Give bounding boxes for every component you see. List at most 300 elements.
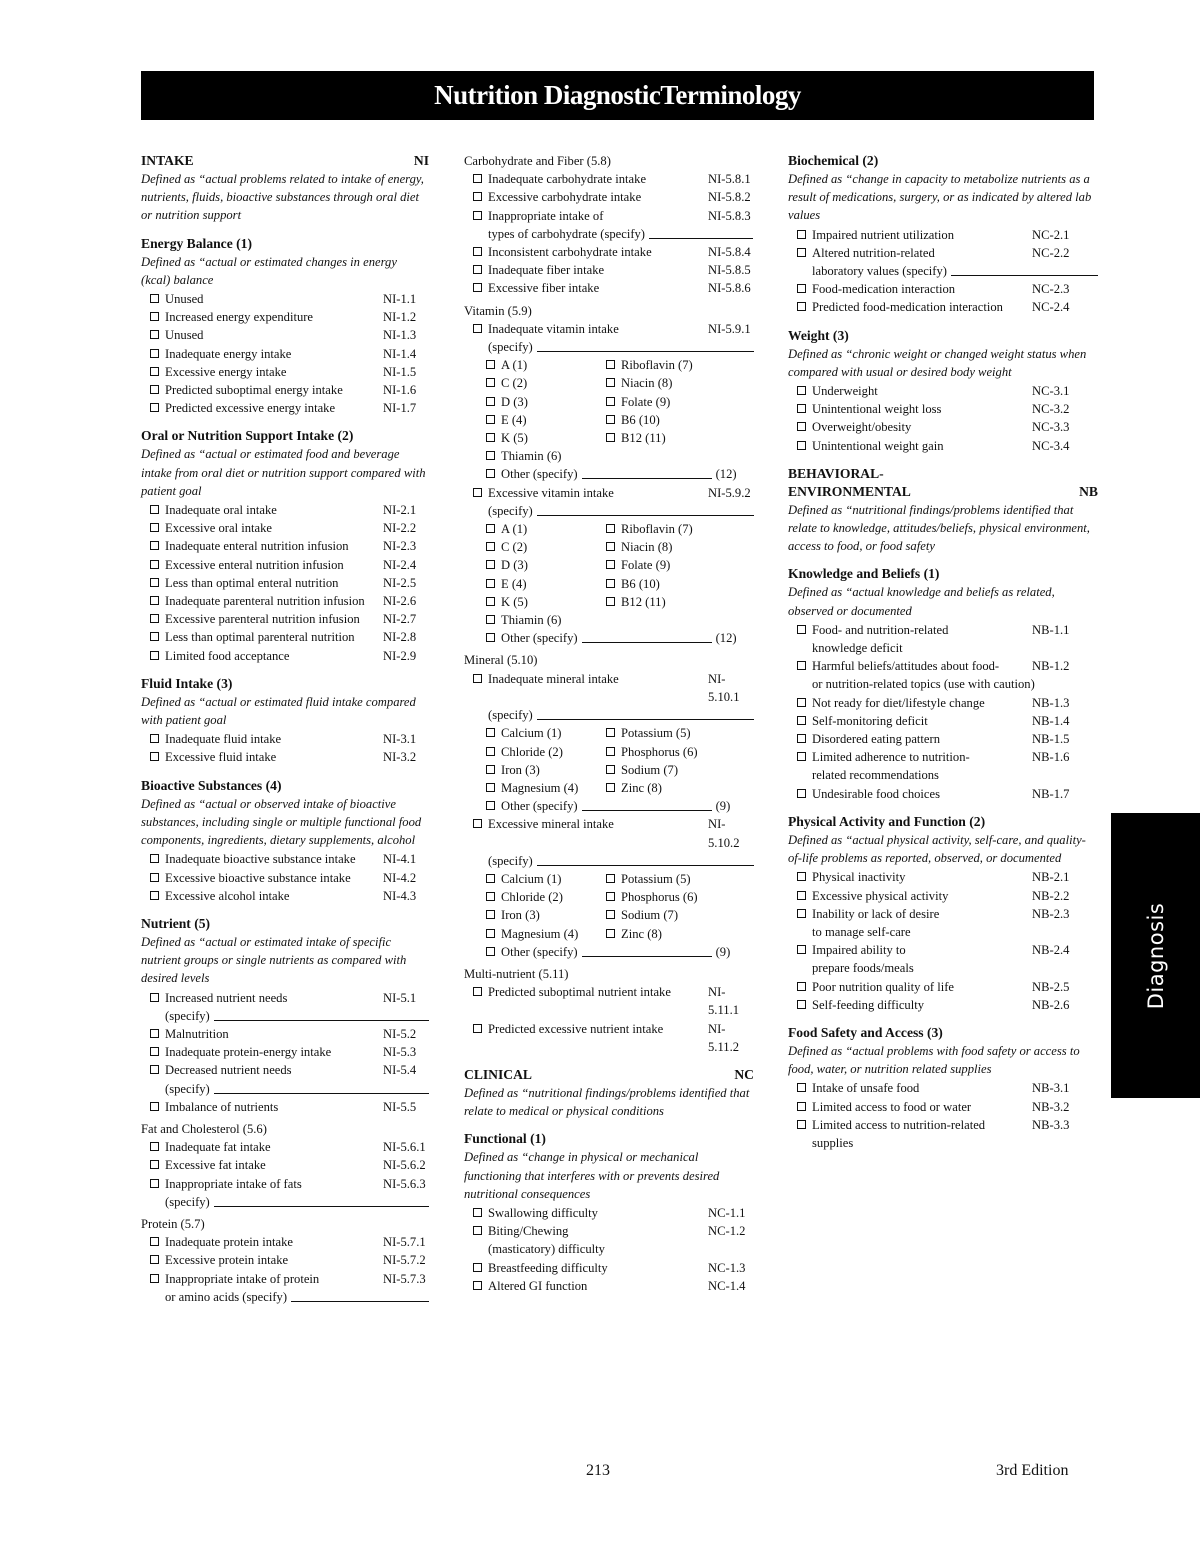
checkbox[interactable] [486,633,495,642]
checkbox[interactable] [473,247,482,256]
diagnosis-item[interactable] [464,670,754,706]
checkbox[interactable] [473,324,482,333]
checkbox[interactable] [150,596,159,605]
diagnosis-item[interactable] [788,657,1098,675]
diagnosis-item[interactable] [141,869,429,887]
diagnosis-item[interactable] [788,280,1098,298]
checkbox[interactable] [797,945,806,954]
checkbox[interactable] [797,734,806,743]
nutrient-option[interactable] [486,374,606,392]
checkbox[interactable] [486,892,495,901]
diagnosis-item[interactable] [141,1098,429,1116]
other-specify-row[interactable] [464,629,754,647]
diagnosis-item[interactable] [141,730,429,748]
nutrient-option-label: Folate (9) [621,558,671,573]
diagnosis-item[interactable] [788,1116,1098,1134]
nutrient-option[interactable] [606,411,726,429]
checkbox[interactable] [486,415,495,424]
checkbox[interactable] [797,891,806,900]
checkbox[interactable] [606,597,615,606]
diagnosis-item[interactable] [141,290,429,308]
nutrient-option[interactable] [486,761,606,779]
diagnosis-item[interactable] [788,382,1098,400]
nutrient-option[interactable] [606,888,726,906]
checkbox[interactable] [473,987,482,996]
diagnosis-item[interactable] [141,748,429,766]
checkbox[interactable] [797,698,806,707]
other-label: Other (specify) [501,631,578,646]
nutrient-option[interactable] [486,925,606,943]
nutrient-option[interactable] [606,556,726,574]
diagnosis-item[interactable] [141,592,429,610]
nutrient-option[interactable] [486,743,606,761]
section-heading [788,1024,1098,1042]
checkbox[interactable] [797,1102,806,1111]
diagnosis-label: Inadequate carbohydrate intake [488,172,647,187]
checkbox[interactable] [797,716,806,725]
checkbox[interactable] [606,378,615,387]
diagnosis-code: NB-2.4 [1032,943,1070,958]
nutrient-pair-row [464,356,754,374]
checkbox[interactable] [473,265,482,274]
specify-blank[interactable] [214,1007,429,1021]
diagnosis-item[interactable] [464,815,754,851]
diagnosis-item[interactable] [788,694,1098,712]
checkbox[interactable] [150,632,159,641]
nutrient-option-label: Potassium (5) [621,726,691,741]
checkbox[interactable] [473,1226,482,1235]
checkbox[interactable] [473,211,482,220]
nutrient-option[interactable] [606,925,726,943]
checkbox[interactable] [150,1142,159,1151]
checkbox[interactable] [606,579,615,588]
checkbox[interactable] [473,174,482,183]
diagnosis-label: Inadequate fluid intake [165,732,282,747]
nutrient-option[interactable] [606,743,726,761]
diagnosis-item[interactable] [141,610,429,628]
checkbox[interactable] [150,734,159,743]
checkbox[interactable] [150,349,159,358]
diagnosis-item[interactable] [141,1138,429,1156]
nutrient-option-label: B12 (11) [621,431,666,446]
nutrient-option[interactable] [606,593,726,611]
diagnosis-item[interactable] [141,345,429,363]
checkbox[interactable] [486,747,495,756]
checkbox[interactable] [486,874,495,883]
nutrient-option[interactable] [486,870,606,888]
diagnosis-item[interactable] [141,1251,429,1269]
checkbox[interactable] [486,910,495,919]
checkbox[interactable] [797,230,806,239]
checkbox[interactable] [473,1281,482,1290]
diagnosis-item[interactable] [141,399,429,417]
checkbox[interactable] [150,403,159,412]
checkbox[interactable] [797,386,806,395]
specify-blank[interactable] [582,797,712,811]
diagnosis-item[interactable] [788,868,1098,886]
specify-blank[interactable] [214,1193,429,1207]
specify-blank[interactable] [537,852,754,866]
diagnosis-item[interactable] [788,941,1098,959]
nutrient-pair-row [464,724,754,742]
nutrient-option[interactable] [486,779,606,797]
diagnosis-item[interactable] [141,308,429,326]
diagnosis-item[interactable] [788,996,1098,1014]
checkbox[interactable] [150,541,159,550]
diagnosis-continuation [788,262,1098,280]
checkbox[interactable] [797,982,806,991]
diagnosis-label: Breastfeeding difficulty [488,1260,608,1275]
checkbox[interactable] [797,284,806,293]
checkbox[interactable] [473,488,482,497]
checkbox[interactable] [606,929,615,938]
checkbox[interactable] [150,505,159,514]
checkbox[interactable] [150,1255,159,1264]
checkbox[interactable] [150,367,159,376]
checkbox[interactable] [150,1102,159,1111]
diagnosis-item[interactable] [788,244,1098,262]
specify-blank[interactable] [582,465,712,479]
specify-blank[interactable] [582,629,712,643]
diagnosis-item[interactable] [464,1204,754,1222]
diagnosis-label: Excessive physical activity [812,888,949,903]
checkbox[interactable] [473,1208,482,1217]
nutrient-option[interactable] [606,538,726,556]
diagnosis-item[interactable] [788,226,1098,244]
specify-blank[interactable] [649,225,753,239]
diagnosis-item[interactable] [788,712,1098,730]
diagnosis-item[interactable] [788,887,1098,905]
diagnosis-item[interactable] [141,1061,429,1079]
diagnosis-label: Excessive alcohol intake [165,888,290,903]
checkbox[interactable] [797,404,806,413]
nutrient-option[interactable] [606,779,726,797]
checkbox[interactable] [606,747,615,756]
diagnosis-item[interactable] [141,326,429,344]
checkbox[interactable] [797,625,806,634]
diagnosis-continuation [464,852,754,870]
checkbox[interactable] [150,752,159,761]
nutrient-option[interactable] [606,429,726,447]
diagnosis-item[interactable] [141,989,429,1007]
diagnosis-item[interactable] [788,730,1098,748]
diagnosis-item[interactable] [464,261,754,279]
nutrient-option[interactable] [486,538,606,556]
checkbox[interactable] [150,560,159,569]
nutrient-pair-row [464,520,754,538]
section-heading-row [141,915,429,933]
diagnosis-label: Inadequate fiber intake [488,263,605,278]
diagnosis-item[interactable] [788,905,1098,923]
diagnosis-item[interactable] [141,537,429,555]
diagnosis-label: Inappropriate intake of fats [165,1176,302,1191]
checkbox[interactable] [486,542,495,551]
diagnosis-code: NC-1.1 [708,1205,746,1220]
checkbox[interactable] [797,1000,806,1009]
diagnosis-code: NI-2.1 [383,503,417,518]
checkbox[interactable] [797,422,806,431]
nutrient-option[interactable] [486,611,606,629]
diagnosis-label: Unintentional weight loss [812,402,942,417]
checkbox[interactable] [606,415,615,424]
checkbox[interactable] [606,433,615,442]
diagnosis-item[interactable] [464,279,754,297]
checkbox[interactable] [150,993,159,1002]
checkbox[interactable] [150,1065,159,1074]
continuation-text: (specify) [488,503,533,518]
nutrient-option[interactable] [606,906,726,924]
diagnosis-item[interactable] [141,363,429,381]
diagnosis-item[interactable] [464,484,754,502]
diagnosis-code: NI-5.9.2 [708,485,751,500]
section-heading-text: Food Safety and Access (3) [788,1024,943,1040]
checkbox[interactable] [486,451,495,460]
diagnosis-item[interactable] [788,298,1098,316]
specify-blank[interactable] [214,1080,429,1094]
checkbox[interactable] [797,441,806,450]
nutrient-option[interactable] [486,724,606,742]
nutrient-option[interactable] [606,356,726,374]
diagnosis-item[interactable] [464,320,754,338]
checkbox[interactable] [606,560,615,569]
diagnosis-item[interactable] [464,1020,754,1056]
section-heading-row [788,152,1098,170]
checkbox[interactable] [486,579,495,588]
other-specify-row[interactable] [464,465,754,483]
checkbox[interactable] [486,783,495,792]
nutrient-option[interactable] [486,888,606,906]
nutrient-pair-row [464,429,754,447]
diagnosis-item[interactable] [141,1233,429,1251]
diagnosis-code: NI-5.11.1 [708,985,740,1018]
checkbox[interactable] [797,752,806,761]
checkbox[interactable] [150,312,159,321]
diagnosis-item[interactable] [788,785,1098,803]
nutrient-option[interactable] [606,520,726,538]
checkbox[interactable] [150,1029,159,1038]
checkbox[interactable] [486,360,495,369]
checkbox[interactable] [606,874,615,883]
diagnosis-code: NB-1.4 [1032,713,1070,728]
diagnosis-item[interactable] [788,400,1098,418]
diagnosis-label: Inadequate energy intake [165,346,292,361]
diagnosis-label: Excessive oral intake [165,521,273,536]
diagnosis-item[interactable] [464,1277,754,1295]
diagnosis-item[interactable] [141,628,429,646]
nutrient-option[interactable] [486,520,606,538]
checkbox[interactable] [606,892,615,901]
diagnosis-item[interactable] [788,748,1098,766]
diagnosis-code: NI-5.6.1 [383,1140,426,1155]
diagnosis-label: Limited food acceptance [165,648,290,663]
nutrient-option[interactable] [486,556,606,574]
checkbox[interactable] [797,248,806,257]
diagnosis-item[interactable] [141,887,429,905]
checkbox[interactable] [150,294,159,303]
checkbox[interactable] [486,469,495,478]
diagnosis-item[interactable] [788,418,1098,436]
checkbox[interactable] [150,891,159,900]
diagnosis-item[interactable] [141,647,429,665]
diagnosis-item[interactable] [788,621,1098,639]
checkbox[interactable] [150,1237,159,1246]
section-heading [788,813,1098,831]
diagnosis-item[interactable] [141,501,429,519]
diagnosis-item[interactable] [788,978,1098,996]
diagnosis-code: NB-3.1 [1032,1081,1070,1096]
diagnosis-item[interactable] [141,850,429,868]
subsection-heading: Carbohydrate and Fiber (5.8) [464,154,611,168]
nutrient-option[interactable] [606,724,726,742]
diagnosis-label: Predicted food-medication interaction [812,300,1003,315]
diagnosis-code: NI-5.4 [383,1063,417,1078]
nutrient-option-label: Thiamin (6) [501,449,562,464]
diagnosis-label: Harmful beliefs/attitudes about food- [812,659,1000,674]
continuation-text: or amino acids (specify) [165,1289,288,1304]
checkbox[interactable] [150,385,159,394]
diagnosis-code: NI-5.6.3 [383,1176,426,1191]
diagnosis-item[interactable] [464,1259,754,1277]
checkbox[interactable] [150,651,159,660]
checkbox[interactable] [150,1274,159,1283]
section-heading-text: Knowledge and Beliefs (1) [788,566,940,582]
checkbox[interactable] [486,929,495,938]
nutrient-option[interactable] [606,374,726,392]
diagnosis-label: Excessive energy intake [165,364,287,379]
diagnosis-item[interactable] [788,1079,1098,1097]
nutrient-option[interactable] [486,447,606,465]
diagnosis-item[interactable] [464,243,754,261]
checkbox[interactable] [486,947,495,956]
checkbox[interactable] [150,1047,159,1056]
checkbox[interactable] [606,542,615,551]
checkbox[interactable] [606,360,615,369]
checkbox[interactable] [797,1120,806,1129]
checkbox[interactable] [486,397,495,406]
checkbox[interactable] [797,1083,806,1092]
checkbox[interactable] [473,1024,482,1033]
diagnosis-item[interactable] [141,1043,429,1061]
checkbox[interactable] [150,1160,159,1169]
specify-blank[interactable] [582,943,712,957]
checkbox[interactable] [797,789,806,798]
diagnosis-label: Impaired nutrient utilization [812,227,954,242]
checkbox[interactable] [150,330,159,339]
checkbox[interactable] [486,378,495,387]
diagnosis-code: NB-2.5 [1032,979,1070,994]
nutrient-option[interactable] [486,906,606,924]
diagnosis-item[interactable] [141,1025,429,1043]
nutrient-option-label: Calcium (1) [501,726,562,741]
checkbox[interactable] [473,674,482,683]
diagnosis-item[interactable] [464,1222,754,1240]
other-specify-row[interactable] [464,943,754,961]
checkbox[interactable] [797,302,806,311]
checkbox[interactable] [606,910,615,919]
checkbox[interactable] [473,1263,482,1272]
nutrient-option[interactable] [606,393,726,411]
diagnosis-code: NB-3.3 [1032,1117,1070,1132]
diagnosis-item[interactable] [464,188,754,206]
checkbox[interactable] [473,283,482,292]
diagnosis-item[interactable] [464,983,754,1019]
checkbox[interactable] [797,661,806,670]
diagnosis-label: Inadequate protein intake [165,1235,293,1250]
checkbox[interactable] [150,1179,159,1188]
nutrient-pair-row [464,593,754,611]
specify-blank[interactable] [291,1288,429,1302]
nutrient-option[interactable] [486,411,606,429]
other-label: Other (specify) [501,467,578,482]
checkbox[interactable] [606,783,615,792]
checkbox[interactable] [606,524,615,533]
diagnosis-item[interactable] [788,437,1098,455]
checkbox[interactable] [486,433,495,442]
diagnosis-code: NI-2.5 [383,575,417,590]
checkbox[interactable] [473,819,482,828]
diagnosis-item[interactable] [141,1270,429,1288]
diagnosis-item[interactable] [141,1156,429,1174]
definition-text: Defined as “actual problems with food safety or access to food, water, or nutrition related supplies [788,1043,1080,1077]
specify-blank[interactable] [537,338,754,352]
diagnosis-item[interactable] [141,519,429,537]
nutrient-pair-row [464,447,754,465]
nutrient-option[interactable] [486,429,606,447]
checkbox[interactable] [150,854,159,863]
nutrient-option[interactable] [486,593,606,611]
diagnosis-item[interactable] [141,556,429,574]
checkbox[interactable] [486,524,495,533]
nutrient-option[interactable] [486,356,606,374]
other-specify-row[interactable] [464,797,754,815]
checkbox[interactable] [486,728,495,737]
checkbox[interactable] [150,578,159,587]
checkbox[interactable] [486,765,495,774]
nutrient-option[interactable] [606,575,726,593]
diagnosis-item[interactable] [141,1175,429,1193]
checkbox[interactable] [150,873,159,882]
checkbox[interactable] [797,909,806,918]
nutrient-option[interactable] [486,575,606,593]
nutrient-option[interactable] [606,761,726,779]
checkbox[interactable] [486,560,495,569]
specify-blank[interactable] [951,262,1098,276]
checkbox[interactable] [486,597,495,606]
nutrient-option[interactable] [606,870,726,888]
checkbox[interactable] [486,801,495,810]
diagnosis-item[interactable] [464,207,754,225]
nutrient-option-label: Riboflavin (7) [621,358,693,373]
diagnosis-item[interactable] [464,170,754,188]
diagnosis-item[interactable] [141,574,429,592]
nutrient-option-label: Iron (3) [501,762,540,777]
diagnosis-item[interactable] [141,381,429,399]
diagnosis-item[interactable] [788,1098,1098,1116]
diagnosis-label: Excessive protein intake [165,1253,289,1268]
checkbox[interactable] [606,397,615,406]
checkbox[interactable] [606,765,615,774]
checkbox[interactable] [486,615,495,624]
nutrient-option[interactable] [486,393,606,411]
checkbox[interactable] [150,614,159,623]
checkbox[interactable] [473,192,482,201]
specify-blank[interactable] [537,502,754,516]
checkbox[interactable] [606,728,615,737]
specify-blank[interactable] [537,706,754,720]
checkbox[interactable] [797,872,806,881]
checkbox[interactable] [150,523,159,532]
continuation-text: (specify) [165,1008,210,1023]
